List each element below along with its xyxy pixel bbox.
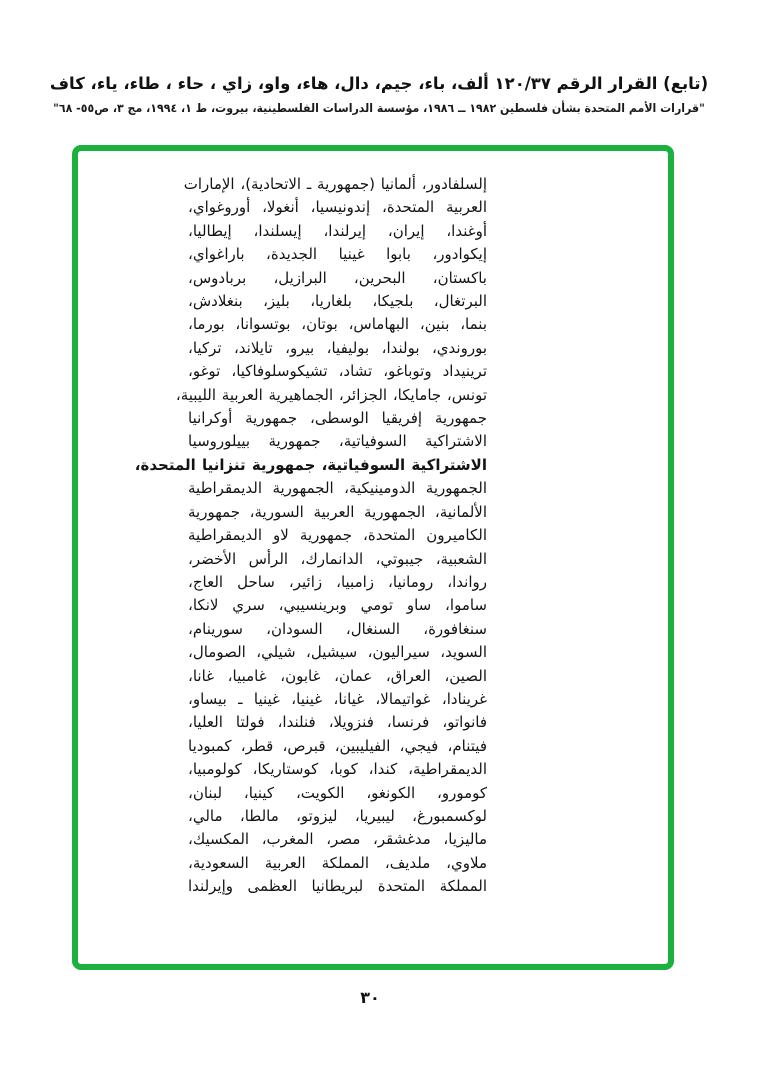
source-citation: "قرارات الأمم المتحدة بشأن فلسطين ١٩٨٢ ــ ١٩٨٦، مؤسسة الدراسات الفلسطينية، بيروت، ط ١، ١٩٩٤، مج ٣، ص٥٥- ٦٨" (53, 101, 705, 116)
text-line: سنغافورة، السنغال، السودان، سورينام، (188, 619, 487, 638)
text-line: الديمقراطية، كندا، كوبا، كوستاريكا، كولومبيا، (188, 760, 487, 779)
text-line: كومورو، الكونغو، الكويت، كينيا، لبنان، (188, 783, 487, 802)
text-line: تونس، جامايكا، الجزائر، الجماهيرية العربية الليبية، (175, 385, 487, 404)
text-line: البرتغال، بلجيكا، بلغاريا، بليز، بنغلادش، (188, 292, 487, 311)
text-line: رواندا، رومانيا، زامبيا، زائير، ساحل العاج، (188, 572, 487, 591)
text-line: باكستان، البحرين، البرازيل، بربادوس، (188, 268, 487, 287)
text-line: ملاوي، ملديف، المملكة العربية السعودية، (188, 853, 487, 872)
page-number: ٣٠ (360, 988, 380, 1007)
text-line: الاشتراكية السوفياتية، جمهورية تنزانيا المتحدة، (134, 455, 487, 475)
text-line: إلسلفادور، ألمانيا (جمهورية ـ الاتحادية)، الإمارات (183, 175, 487, 193)
text-line: الصين، العراق، عمان، غابون، غامبيا، غانا، (188, 666, 487, 685)
text-line: بنما، بنين، البهاماس، بوتان، بوتسوانا، بورما، (188, 315, 487, 334)
country-list (134, 173, 487, 899)
text-line: غرينادا، غواتيمالا، غيانا، غينيا، غينيا ـ بيساو، (188, 689, 487, 708)
text-line: جمهورية إفريقيا الوسطى، جمهورية أوكرانيا (188, 409, 487, 428)
text-line: لوكسمبورغ، ليبيريا، ليزوتو، مالطا، مالي، (188, 806, 487, 825)
text-line: المملكة المتحدة لبريطانيا العظمى وإيرلندا (188, 877, 487, 896)
text-line: بوروندي، بولندا، بوليفيا، بيرو، تايلاند، تركيا، (188, 338, 487, 357)
text-line: أوغندا، إيران، إيرلندا، إيسلندا، إيطاليا، (188, 221, 487, 240)
text-line: الألمانية، الجمهورية العربية السورية، جمهورية (188, 502, 487, 521)
text-line: ماليزيا، مدغشقر، مصر، المغرب، المكسيك، (188, 830, 487, 849)
text-line: الشعبية، جيبوتي، الدانمارك، الرأس الأخضر، (188, 549, 487, 568)
text-line: الاشتراكية السوفياتية، جمهورية بييلوروسيا (188, 432, 487, 451)
text-line: العربية المتحدة، إندونيسيا، أنغولا، أوروغواي، (188, 198, 487, 217)
text-line: الكاميرون المتحدة، جمهورية لاو الديمقراطية (188, 526, 487, 545)
text-line: ساموا، ساو تومي وبرينسيبي، سري لانكا، (188, 596, 487, 615)
text-line: ترينيداد وتوباغو، تشاد، تشيكوسلوفاكيا، توغو، (188, 362, 487, 381)
text-line: فانواتو، فرنسا، فنزويلا، فنلندا، فولتا العليا، (188, 713, 487, 732)
page-header (0, 72, 758, 115)
text-line: إيكوادور، بابوا غينيا الجديدة، باراغواي، (188, 245, 487, 264)
text-line: الجمهورية الدومينيكية، الجمهورية الديمقراطية (188, 479, 487, 498)
resolution-title: (تابع) القرار الرقم ١٢٠/٣٧ ألف، باء، جيم، دال، هاء، واو، زاي ، حاء ، طاء، ياء، كاف (49, 74, 709, 93)
text-line: السويد، سيراليون، سيشيل، شيلي، الصومال، (188, 643, 487, 662)
text-line: فيتنام، فيجي، الفيليبين، قبرص، قطر، كمبوديا (188, 736, 487, 755)
